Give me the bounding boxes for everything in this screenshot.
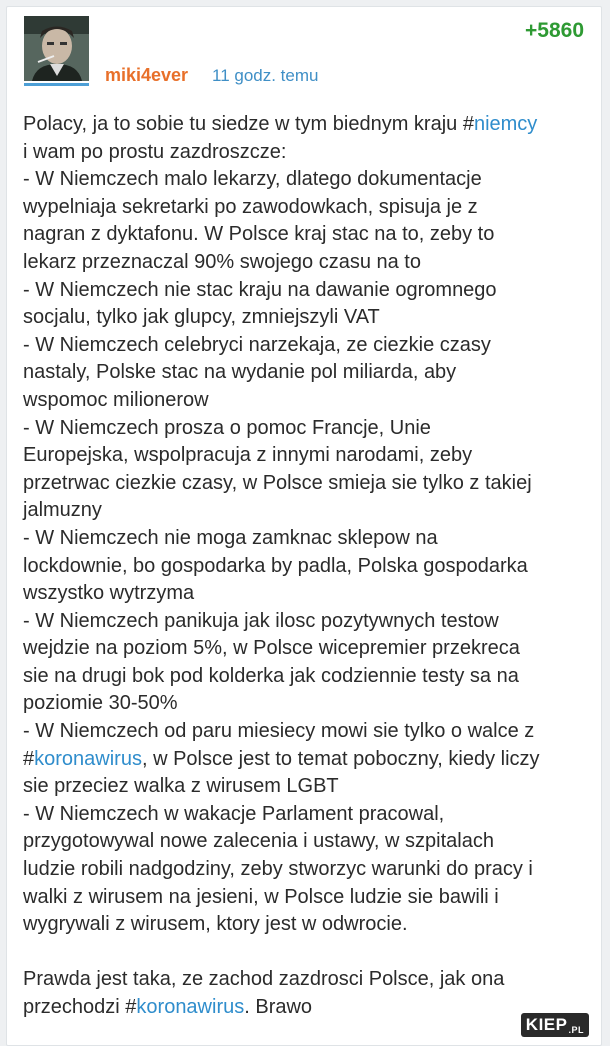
comment-line (23, 139, 588, 167)
comment-line (23, 111, 588, 139)
comment-line (23, 994, 588, 1022)
hashtag-link[interactable]: koronawirus (136, 996, 245, 1018)
comment-text: wszystko wytrzyma (23, 582, 195, 605)
comment-text: przygotowywal nowe zalecenia i ustawy, w szpitalach (23, 830, 494, 853)
comment-text: # (23, 747, 35, 770)
comment-text: . Brawo (244, 996, 313, 1018)
comment-text: sie na drugi bok pod kolderka jak codziennie testy sa na (23, 664, 519, 687)
comment-card (6, 6, 602, 1046)
comment-line (23, 828, 588, 856)
comment-text: - W Niemczech malo lekarzy, dlatego dokumentacje (23, 168, 482, 191)
comment-line (23, 553, 588, 581)
comment-text: Polacy, ja to sobie tu siedze w tym biednym kraju # (23, 113, 474, 135)
comment-line (23, 690, 588, 718)
comment-text: Europejska, wspolpracuja z innymi narodami, zeby (23, 444, 473, 467)
comment-text: wspomoc milionerow (23, 388, 209, 411)
comment-text: nastaly, Polske stac na wydanie pol miliarda, aby (23, 361, 457, 384)
comment-text: ludzie robili nadgodziny, zeby stworzyc warunki do pracy i (23, 858, 533, 881)
comment-text: nagran z dyktafonu. W Polsce kraj stac na to, zeby to (23, 223, 495, 246)
comment-line (23, 277, 588, 305)
comment-text: przetrwac ciezkie czasy, w Polsce smieja sie tylko z takiej (23, 471, 532, 494)
hashtag-link[interactable]: koronawirus (34, 747, 142, 770)
comment-text: lekarz przeznaczal 90% swojego czasu na to (23, 250, 421, 273)
comment-line (23, 911, 588, 939)
comment-text: - W Niemczech prosza o pomoc Francje, Unie (23, 416, 431, 439)
comment-text: - W Niemczech celebryci narzekaja, ze ciezkie czasy (23, 333, 491, 356)
comment-text: lockdownie, bo gospodarka by padla, Polska gospodarka (23, 554, 528, 577)
comment-line (23, 801, 588, 829)
comment-line (23, 304, 588, 332)
comment-text: - W Niemczech od paru miesiecy mowi sie tylko o walce z (23, 720, 535, 743)
comment-line (23, 580, 588, 608)
comment-text: socjalu, tylko jak glupcy, zmniejszyli VAT (23, 306, 380, 329)
comment-line (23, 884, 588, 912)
comment-line (23, 470, 588, 498)
comment-text: wypelniaja sekretarki po zawodowkach, spisuja je z (23, 195, 478, 218)
site-watermark (521, 1013, 589, 1037)
comment-line (23, 497, 588, 525)
comment-text: , w Polsce jest to temat poboczny, kiedy liczy (141, 747, 540, 770)
comment-text: przechodzi # (23, 996, 137, 1018)
timestamp-link[interactable]: 11 godz. temu (212, 66, 319, 85)
vote-count: +5860 (525, 19, 584, 42)
comment-text: i wam po prostu zazdroszcze: (23, 140, 287, 163)
username-link[interactable]: miki4ever (105, 65, 189, 85)
comment-line (23, 746, 588, 774)
comment-text: walki z wirusem na jesieni, w Polsce ludzie sie bawili i (23, 885, 499, 908)
comment-line (23, 635, 588, 663)
watermark-text: KIEP (525, 1015, 568, 1034)
comment-line (23, 166, 588, 194)
comment-line (23, 856, 588, 884)
comment-text: wygrywali z wirusem, ktory jest w odwrocie. (23, 913, 408, 936)
comment-line (23, 359, 588, 387)
comment-line (23, 332, 588, 360)
comment-text: sie przeciez walka z wirusem LGBT (23, 775, 339, 798)
comment-line (23, 608, 588, 636)
comment-line (23, 442, 588, 470)
comment-line (23, 525, 588, 553)
comment-line (23, 221, 588, 249)
comment-text: jalmuzny (23, 499, 102, 522)
watermark-suffix: .PL (568, 1025, 584, 1035)
comment-text: - W Niemczech nie moga zamknac sklepow na (23, 526, 438, 549)
avatar-image (24, 16, 89, 81)
comment-line (23, 773, 588, 801)
comment-line (23, 194, 588, 222)
comment-line (23, 415, 588, 443)
comment-line (23, 663, 588, 691)
comment-line (23, 966, 588, 994)
blank-line (23, 939, 588, 967)
comment-body (23, 111, 588, 1022)
comment-text: poziomie 30-50% (23, 692, 178, 715)
comment-line (23, 387, 588, 415)
comment-text: Prawda jest taka, ze zachod zazdrosci Polsce, jak ona (23, 968, 505, 991)
comment-text: - W Niemczech panikuja jak ilosc pozytywnych testow (23, 609, 499, 632)
avatar-status-bar (24, 83, 89, 86)
comment-text: wejdzie na poziom 5%, w Polsce wicepremier przekreca (23, 637, 520, 660)
comment-line (23, 718, 588, 746)
comment-text: - W Niemczech nie stac kraju na dawanie ogromnego (23, 278, 497, 301)
avatar[interactable] (24, 16, 89, 81)
comment-text: - W Niemczech w wakacje Parlament pracowal, (23, 802, 445, 825)
comment-line (23, 249, 588, 277)
hashtag-link[interactable]: niemcy (473, 113, 538, 135)
